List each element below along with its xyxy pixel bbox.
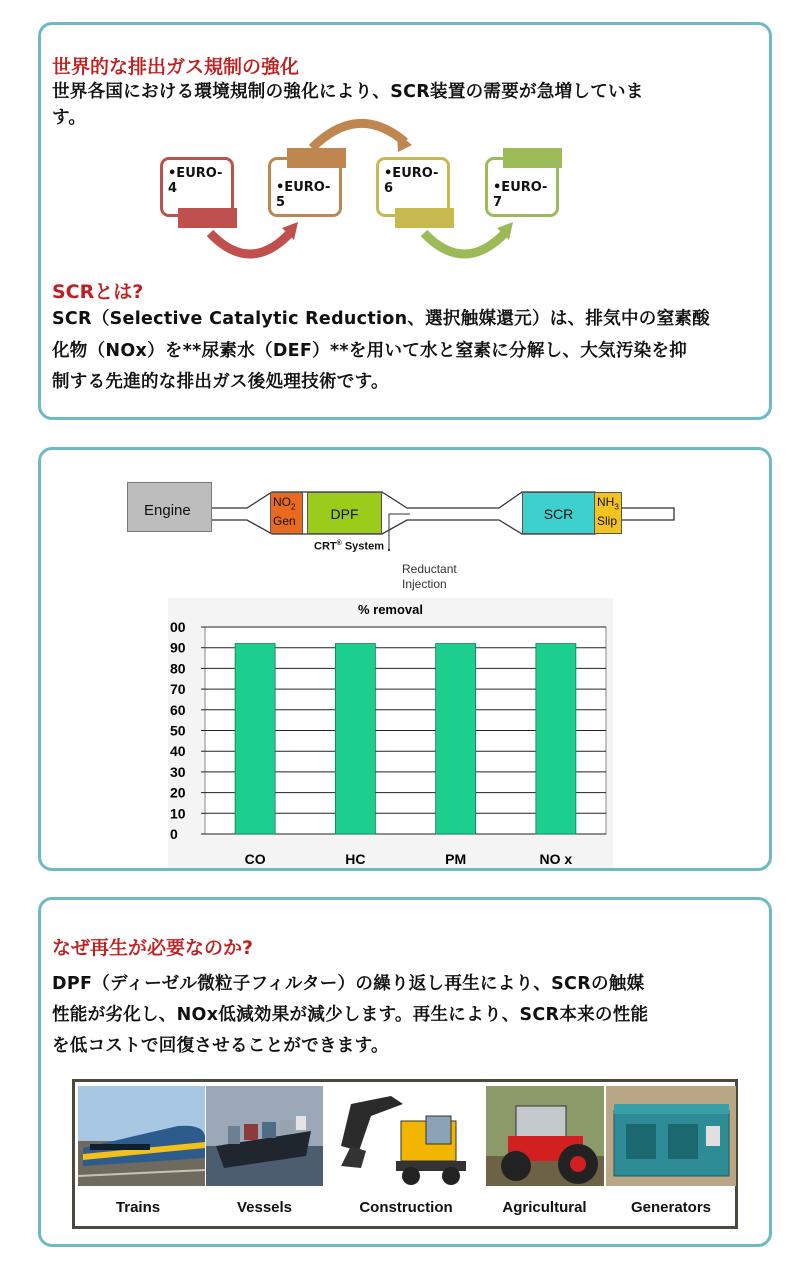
reductant-injection-label <box>402 562 457 592</box>
train-image <box>78 1086 205 1186</box>
no2-gen-block <box>270 492 303 534</box>
regulation-text-line2: す。 <box>52 108 87 128</box>
euro7-label: •EURO-7 <box>493 180 548 210</box>
euro6-label: •EURO-6 <box>384 166 439 196</box>
label-construction: Construction <box>359 1199 453 1216</box>
y-tick-label: 30 <box>170 763 186 780</box>
engine-label: Engine <box>144 502 191 519</box>
y-tick-label: 60 <box>170 701 186 718</box>
y-tick-label: 20 <box>170 784 186 801</box>
bar-chart-svg <box>168 598 613 868</box>
scr-heading: SCRとは? <box>52 281 144 303</box>
x-tick-label: CO <box>244 851 266 867</box>
agricultural-image <box>486 1086 604 1186</box>
generator-image <box>606 1086 736 1186</box>
scr-block <box>522 492 595 534</box>
y-tick-label: 00 <box>170 619 186 635</box>
x-tick-label: HC <box>345 851 366 867</box>
no2-label: NO <box>273 495 291 509</box>
no2-subscript: 2 <box>291 502 296 512</box>
label-generators: Generators <box>630 1199 712 1216</box>
dpf-block <box>307 492 382 534</box>
regeneration-text-line3: を低コストで回復させることができます。 <box>52 1036 389 1056</box>
dpf-label: DPF <box>330 506 359 522</box>
bar-nox <box>536 644 576 834</box>
arrow-euro6-to-7 <box>424 233 505 254</box>
construction-image <box>331 1086 478 1186</box>
crt-system-label <box>314 540 384 553</box>
y-tick-label: 70 <box>170 681 186 698</box>
reductant-line1: Reductant <box>402 562 457 576</box>
regeneration-text-line1: DPF（ディーゼル微粒子フィルター）の繰り返し再生により、SCRの触媒 <box>52 974 645 994</box>
crt-text: CRT <box>314 540 337 553</box>
y-tick-label: 50 <box>170 722 186 739</box>
bar-co <box>235 644 275 834</box>
vessel-image <box>206 1086 323 1186</box>
euro-arrows <box>0 0 810 280</box>
label-vessels: Vessels <box>236 1199 293 1216</box>
scr-label: SCR <box>543 506 574 522</box>
euro4-label: •EURO-4 <box>168 166 223 196</box>
euro5-tab <box>287 148 346 168</box>
arrow-euro4-to-5 <box>210 233 290 254</box>
gen-label: Gen <box>273 514 296 529</box>
euro7-tab <box>503 148 562 168</box>
slip-label: Slip <box>597 514 618 529</box>
regeneration-text-line2: 性能が劣化し、NOx低減効果が減少します。再生により、SCR本来の性能 <box>52 1005 649 1025</box>
chart-title: % removal <box>357 602 424 617</box>
bar-pm <box>436 644 476 834</box>
applications-panel <box>72 1079 738 1229</box>
y-tick-label: 40 <box>170 743 186 760</box>
scr-text-line1: SCR（Selective Catalytic Reduction、選択触媒還元）は、排気中の窒素酸 <box>52 309 710 329</box>
y-tick-label: 0 <box>170 826 178 842</box>
label-trains: Trains <box>115 1199 161 1216</box>
regulation-text-line1: 世界各国における環境規制の強化により、SCR装置の需要が急増していま <box>52 82 644 102</box>
y-tick-label: 80 <box>170 660 186 677</box>
reductant-line2: Injection <box>402 577 447 591</box>
bar-hc <box>335 644 375 834</box>
euro5-label: •EURO-5 <box>276 180 331 210</box>
exhaust-system-diagram <box>127 470 677 598</box>
nh3-slip-block <box>594 492 622 534</box>
nh3-subscript: 3 <box>614 502 619 512</box>
euro4-tab <box>178 208 237 228</box>
crt-suffix: System <box>341 540 384 553</box>
y-tick-label: 90 <box>170 639 186 656</box>
x-tick-label: PM <box>445 851 467 867</box>
scr-text-line2: 化物（NOx）を**尿素水（DEF）**を用いて水と窒素に分解し、大気汚染を抑 <box>52 341 688 361</box>
regeneration-heading: なぜ再生が必要なのか? <box>52 937 254 959</box>
removal-bar-chart <box>168 598 613 868</box>
x-tick-label: NO x <box>539 851 573 867</box>
scr-text-line3: 制する先進的な排出ガス後処理技術です。 <box>52 372 389 392</box>
crt-registered: ® <box>336 540 342 547</box>
euro6-tab <box>395 208 454 228</box>
regulation-heading: 世界的な排出ガス規制の強化 <box>52 56 300 78</box>
nh3-label: NH <box>597 495 615 509</box>
arrow-euro5-to-6 <box>312 123 405 148</box>
y-tick-label: 10 <box>170 805 186 822</box>
label-agricultural: Agricultural <box>502 1199 587 1216</box>
